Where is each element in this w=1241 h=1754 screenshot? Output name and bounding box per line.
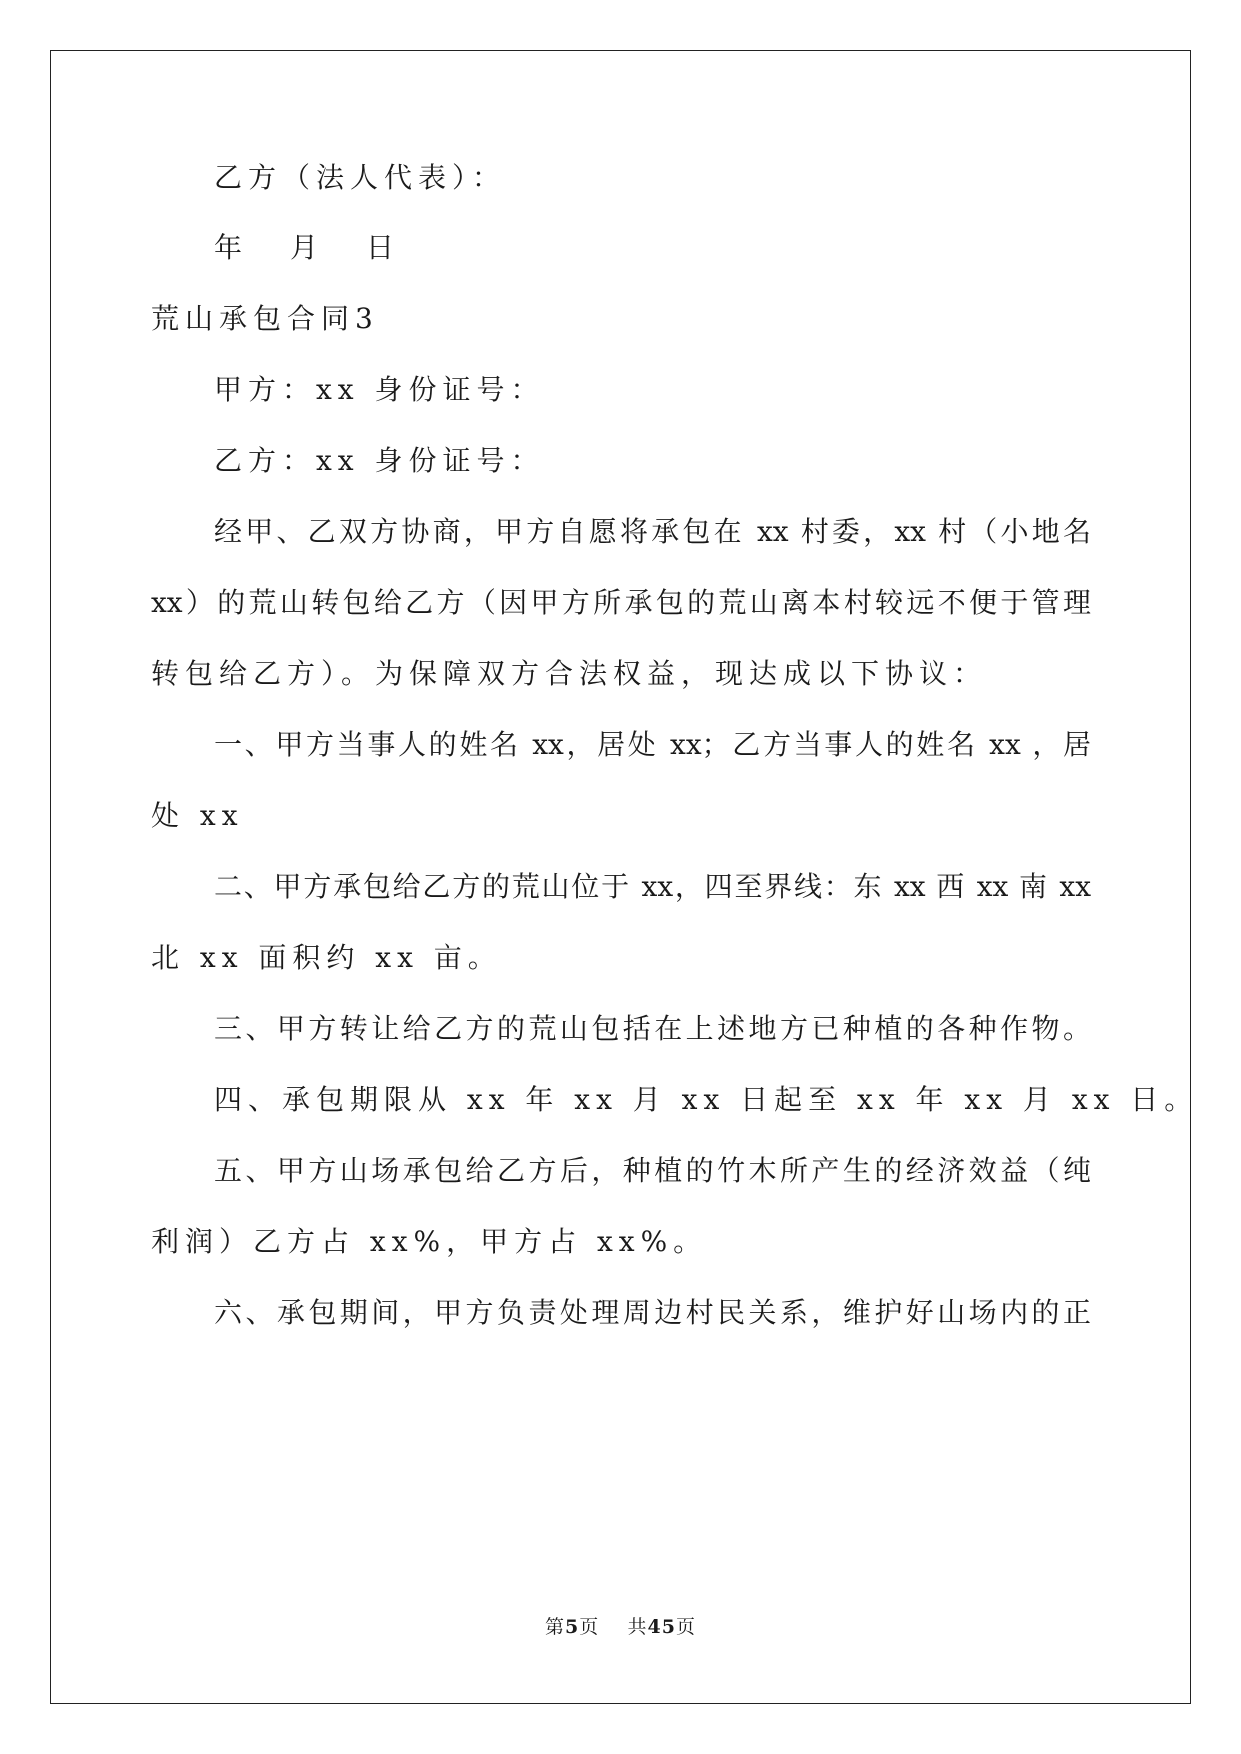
party-b-line: 乙方：xx 身份证号： — [214, 444, 545, 477]
total-pages: 45 — [647, 1616, 676, 1638]
clause-2-line: 北 xx 面积约 xx 亩。 — [151, 941, 502, 974]
total-suffix: 页 — [675, 1616, 696, 1638]
page-number: 5 — [565, 1616, 580, 1638]
page-footer — [0, 1614, 1241, 1640]
clause-5-line: 五、甲方山场承包给乙方后，种植的竹木所产生的经济效益（纯 — [214, 1154, 1091, 1187]
contract-title: 荒山承包合同3 — [151, 302, 379, 335]
clause-4-line: 四、承包期限从 xx 年 xx 月 xx 日起至 xx 年 xx 月 xx 日。 — [214, 1083, 1199, 1116]
total-prefix: 共 — [627, 1616, 648, 1638]
paragraph-line: 经甲、乙双方协商，甲方自愿将承包在 xx 村委，xx 村（小地名 — [214, 515, 1091, 548]
page-suffix: 页 — [579, 1616, 600, 1638]
date-line: 年 月 日 — [214, 231, 405, 264]
party-a-line: 甲方：xx 身份证号： — [214, 373, 545, 406]
clause-6-line: 六、承包期间，甲方负责处理周边村民关系，维护好山场内的正 — [214, 1296, 1091, 1329]
clause-5-line: 利润）乙方占 xx%，甲方占 xx%。 — [151, 1225, 708, 1258]
party-b-legal-rep-line: 乙方（法人代表）： — [214, 161, 507, 194]
clause-2-line: 二、甲方承包给乙方的荒山位于 xx，四至界线：东 xx 西 xx 南 xx — [214, 870, 1091, 903]
clause-3-line: 三、甲方转让给乙方的荒山包括在上述地方已种植的各种作物。 — [214, 1012, 1091, 1045]
paragraph-line: xx）的荒山转包给乙方（因甲方所承包的荒山离本村较远不便于管理 — [151, 586, 1091, 619]
page-prefix: 第 — [545, 1616, 566, 1638]
clause-1-line: 处 xx — [151, 799, 244, 832]
paragraph-line: 转包给乙方）。为保障双方合法权益，现达成以下协议： — [151, 657, 988, 690]
clause-1-line: 一、甲方当事人的姓名 xx，居处 xx；乙方当事人的姓名 xx ，居 — [214, 728, 1091, 761]
